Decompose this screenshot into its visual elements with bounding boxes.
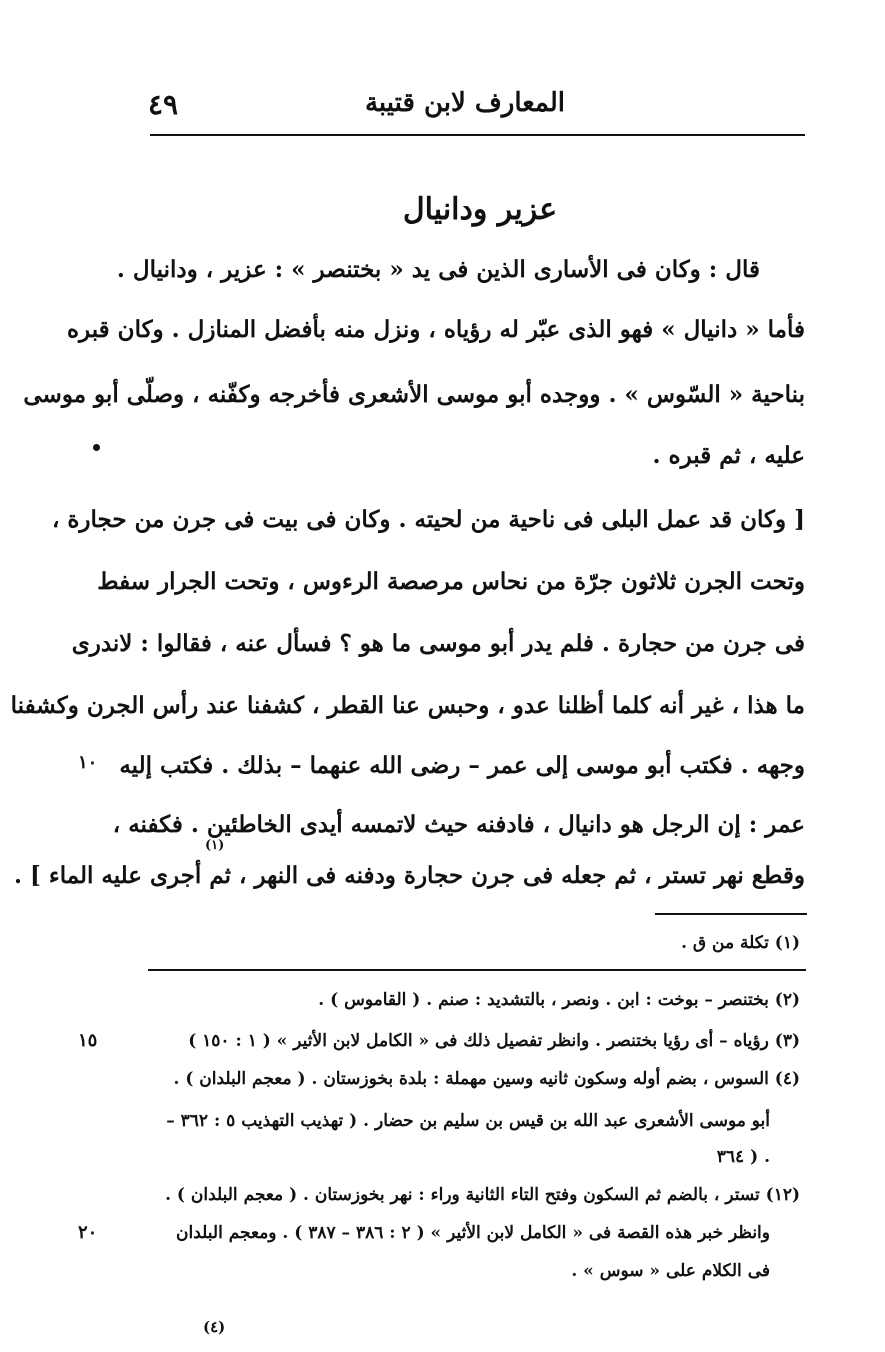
footnote-line: فى الكلام على « سوس » .: [571, 1261, 770, 1281]
page-number: ٤٩: [148, 88, 179, 121]
body-line-6: فى جرن من حجارة . فلم يدر أبو موسى ما هو ؟ فسأل عنه ، فقالوا : لاندرى: [71, 630, 805, 657]
body-line-5: وتحت الجرن ثلاثون جرّة من نحاس مرصصة الرءوس ، وتحت الجرار سفط: [97, 568, 805, 595]
body-line-7: ما هذا ، غير أنه كلما أظلنا عدو ، وحبس عنا القطر ، كشفنا عند رأس الجرن وكشفنا: [10, 692, 805, 719]
running-header-title: المعارف لابن قتيبة: [364, 88, 565, 118]
body-line-10: وقطع نهر تستر ، ثم جعله فى جرن حجارة ودفنه فى النهر ، ثم أجرى عليه الماء ] .: [13, 862, 805, 889]
margin-line-number-20: ٢٠: [78, 1222, 98, 1243]
footnote-line: ٣٦٤ ) .: [716, 1147, 770, 1167]
body-line-2: بناحية « السّوس » . ووجده أبو موسى الأشعرى فأخرجه وكفّنه ، وصلّى أبو موسى: [23, 381, 805, 408]
section-title: عزير ودانيال: [402, 192, 558, 227]
body-line-4: [ وكان قد عمل البلى فى ناحية من لحيته . وكان فى بيت فى جرن من حجارة ،: [51, 506, 805, 533]
body-line-8: وجهه . فكتب أبو موسى إلى عمر – رضى الله عنهما – بذلك . فكتب إليه: [119, 752, 805, 779]
footnote-line: (٤) السوس ، بضم أوله وسكون ثانيه وسين مهملة : بلدة بخوزستان . ( معجم البلدان ) .: [173, 1069, 800, 1089]
footnote-line: (٢) بختنصر – بوخت : ابن . ونصر ، بالتشديد : صنم . ( القاموس ) .: [318, 990, 800, 1010]
footnote-line: وانظر خبر هذه القصة فى « الكامل لابن الأثير » ( ٢ : ٣٨٦ – ٣٨٧ ) . ومعجم البلدان: [176, 1223, 770, 1243]
intro-line: قال : وكان فى الأسارى الذين فى يد « بختنصر » : عزير ، ودانيال .: [116, 256, 760, 283]
body-line-1: فأما « دانيال » فهو الذى عبّر له رؤياه ، ونزل منه بأفضل المنازل . وكان قبره: [67, 316, 805, 343]
footnote-above-rule: (١) تكلة من ق .: [681, 933, 800, 953]
margin-line-number-15: ١٥: [78, 1030, 98, 1051]
footnote-line: (٣) رؤياه – أى رؤيا بختنصر . وانظر تفصيل ذلك فى « الكامل لابن الأثير » ( ١ : ١٥٠ ): [188, 1031, 800, 1051]
body-line-9: عمر : إن الرجل هو دانيال ، فادفنه حيث لاتمسه أيدى الخاطئين . فكفنه ،: [112, 811, 805, 838]
body-line-3: عليه ، ثم قبره .: [652, 442, 805, 469]
footnote-line: أبو موسى الأشعرى عبد الله بن قيس بن سليم بن حضار . ( تهذيب التهذيب ٥ : ٣٦٢ –: [166, 1111, 770, 1131]
footnote-line: (١٢) تستر ، بالضم ثم السكون وفتح التاء الثانية وراء : نهر بخوزستان . ( معجم البلدان ) .: [165, 1185, 800, 1205]
footnote-short-rule: [655, 913, 807, 915]
margin-line-number-10: ١٠: [78, 752, 98, 773]
footnote-rule: [148, 969, 806, 971]
margin-dot: [93, 444, 100, 451]
header-rule: [150, 134, 805, 136]
footnote-marker: (١): [205, 838, 225, 853]
signature-mark: (٤): [203, 1318, 226, 1336]
